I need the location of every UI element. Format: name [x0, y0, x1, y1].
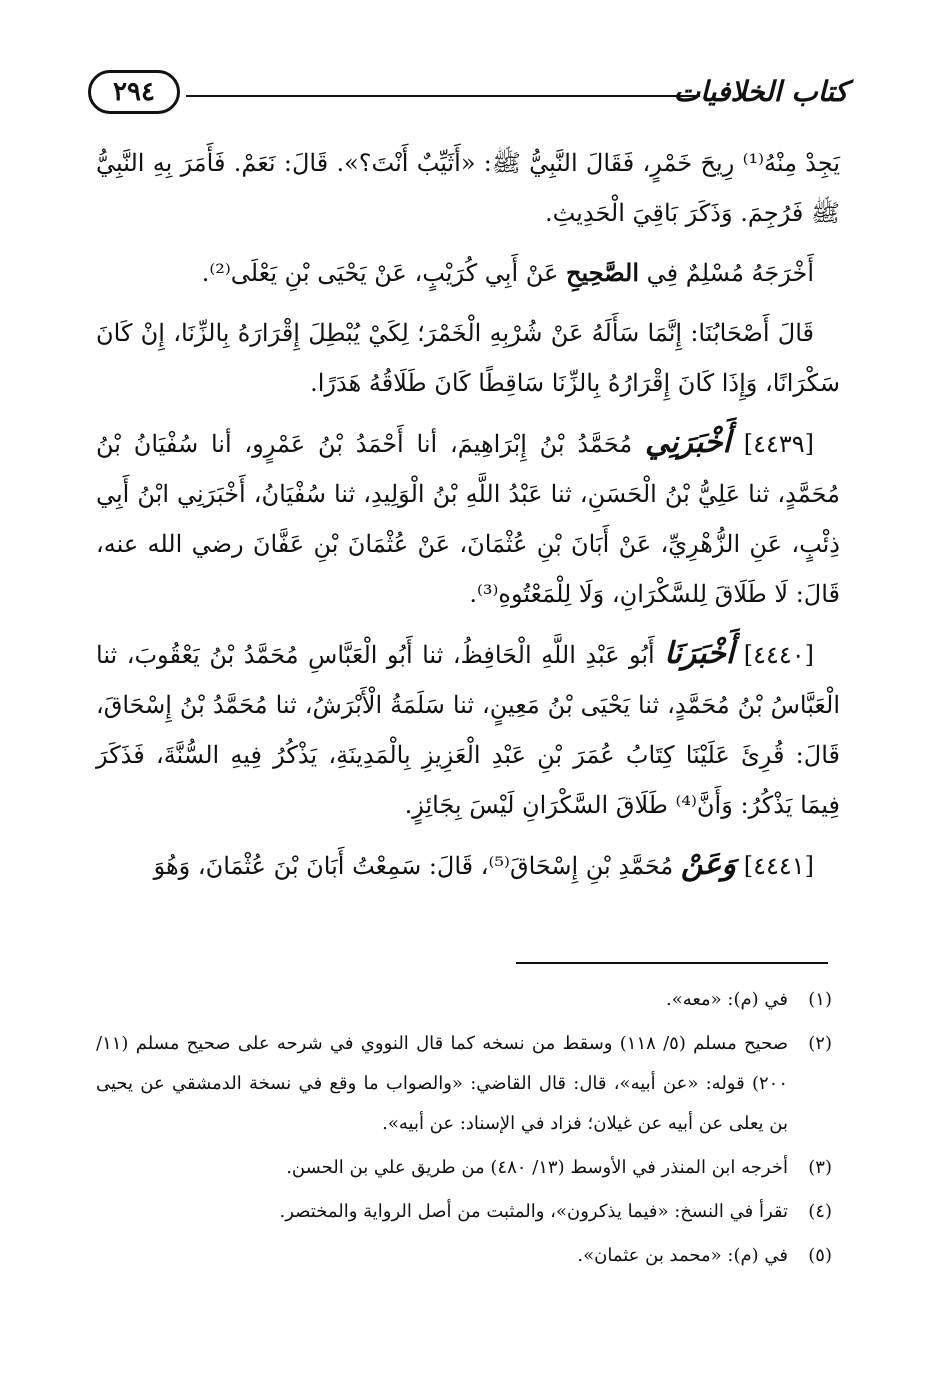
- page-number: ٢٩٤: [88, 70, 180, 114]
- main-text: [96, 138, 840, 901]
- footnote-number: (٥): [808, 1245, 832, 1266]
- footnote-text: أخرجه ابن المنذر في الأوسط (١٣/ ٤٨٠) من طريق علي بن الحسن.: [286, 1157, 788, 1178]
- paragraph-3: قَالَ أَصْحَابُنَا: إِنَّمَا سَأَلَهُ عَنْ شُرْبِهِ الْخَمْرَ؛ لِكَيْ يُبْطِلَ إِقْرَارَهُ بِالزِّنَا، إِنْ كَانَ سَكْرَانًا، وَإِذَا كَانَ إِقْرَارُهُ بِالزِّنَا سَاقِطًا كَانَ طَلَاقُهُ هَدَرًا.: [96, 319, 840, 397]
- footnote-text: صحيح مسلم (٥/ ١١٨) وسقط من نسخه كما قال النووي في شرحه على صحيح مسلم (١١/ ٢٠٠) قوله: «عن أبيه»، قال: قال القاضي: «والصواب ما وقع في نسخة الدمشقي عن يحيى بن يعلى عن أبيه عن غيلان؛ فزاد في الإسناد: عن أبيه».: [96, 1033, 788, 1134]
- paragraph-2: [96, 248, 840, 298]
- page-header: [88, 70, 848, 120]
- hadith-number: [٤٤٤٠]: [743, 641, 814, 669]
- footnote-item: [96, 980, 832, 1020]
- hadith-number: [٤٤٤١]: [743, 852, 814, 880]
- hadith-number: [٤٤٣٩]: [743, 430, 815, 458]
- footnote-separator: [516, 962, 828, 964]
- p2-bold-word: الصَّحِيحِ: [565, 258, 639, 287]
- hadith-lead-word: وَعَنْ: [680, 847, 737, 882]
- footnote-item: [96, 1148, 832, 1188]
- footnote-item: [96, 1192, 832, 1232]
- footnotes: [96, 980, 832, 1280]
- footnote-item: [96, 1236, 832, 1276]
- hadith-text: أَبُو عَبْدِ اللَّهِ الْحَافِظُ، ثنا أَبُو الْعَبَّاسِ مُحَمَّدُ بْنُ يَعْقُوبَ، ثنا الْعَبَّاسُ بْنُ مُحَمَّدٍ، ثنا يَحْيَى بْنُ مَعِينٍ، ثنا سَلَمَةُ الْأَبْرَشُ، ثنا مُحَمَّدُ بْنُ إِسْحَاقَ، قَالَ: قُرِئَ عَلَيْنَا كِتَابُ عُمَرَ بْنِ عَبْدِ الْعَزِيزِ بِالْمَدِينَةِ، يَذْكُرُ فِيهِ السُّنَّةَ، فَذَكَرَ فِيمَا يَذْكُرُ: وَأَنَّ⁽⁴⁾ طَلَاقَ السَّكْرَانِ لَيْسَ بِجَائِزٍ.: [96, 641, 840, 819]
- footnote-number: (٤): [808, 1201, 832, 1222]
- footnote-number: (٣): [808, 1157, 832, 1178]
- hadith-lead-word: أَخْبَرَنَا: [664, 636, 735, 671]
- footnote-text: تقرأ في النسخ: «فيما يذكرون»، والمثبت من أصل الرواية والمختصر.: [279, 1201, 788, 1222]
- hadith-4439: [96, 418, 840, 619]
- footnote-text: في (م): «محمد بن عثمان».: [577, 1245, 788, 1266]
- footnote-number: (٢): [808, 1033, 832, 1054]
- footnote-number: (١): [808, 989, 832, 1010]
- hadith-4441: [96, 840, 840, 891]
- header-rule: [186, 95, 700, 97]
- footnote-text: في (م): «معه».: [665, 989, 788, 1010]
- hadith-4440: [96, 629, 840, 830]
- paragraph-1: يَجِدْ مِنْهُ⁽¹⁾ رِيحَ خَمْرٍ، فَقَالَ النَّبِيُّ ﷺ: «أَثَيِّبٌ أَنْتَ؟». قَالَ: نَعَمْ. فَأَمَرَ بِهِ النَّبِيُّ ﷺ فَرُجِمَ. وَذَكَرَ بَاقِيَ الْحَدِيثِ.: [96, 149, 840, 227]
- hadith-text: مُحَمَّدُ بْنُ إِبْرَاهِيمَ، أنا أَحْمَدُ بْنُ عَمْرٍو، أنا سُفْيَانُ بْنُ مُحَمَّدٍ، ثنا عَلِيُّ بْنُ الْحَسَنِ، ثنا عَبْدُ اللَّهِ بْنُ الْوَلِيدِ، ثنا سُفْيَانُ، أَخْبَرَنِي ابْنُ أَبِي ذِئْبٍ، عَنِ الزُّهْرِيِّ، عَنْ أَبَانَ بْنِ عُثْمَانَ، عَنْ عُثْمَانَ بْنِ عَفَّانَ رضي الله عنه، قَالَ: لَا طَلَاقَ لِلسَّكْرَانِ، وَلَا لِلْمَعْتُوهِ⁽³⁾.: [96, 430, 840, 608]
- p2-part-b: عَنْ أَبِي كُرَيْبٍ، عَنْ يَحْيَى بْنِ يَعْلَى⁽²⁾.: [201, 259, 566, 287]
- hadith-lead-word: أَخْبَرَنِي: [645, 425, 731, 460]
- p2-part-a: أَخْرَجَهُ مُسْلِمٌ فِي: [639, 259, 814, 287]
- hadith-text: مُحَمَّدِ بْنِ إِسْحَاقَ⁽⁵⁾، قَالَ: سَمِعْتُ أَبَانَ بْنَ عُثْمَانَ، وَهُوَ: [153, 852, 674, 880]
- book-title: كتاب الخلافيات: [673, 75, 848, 108]
- footnote-item: [96, 1024, 832, 1144]
